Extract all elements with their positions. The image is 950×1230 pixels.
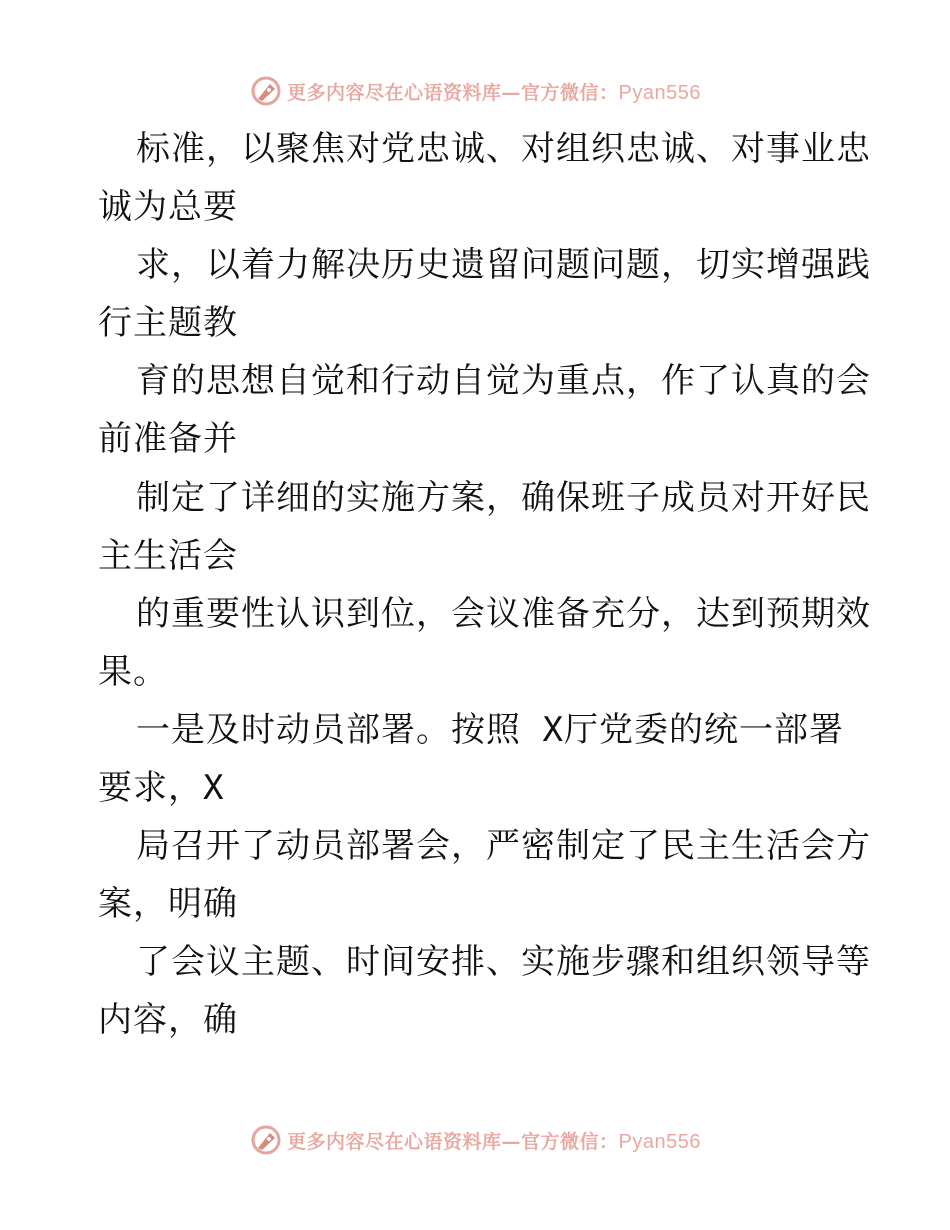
paragraph-6-first-line: 一是及时动员部署。按照 X厅党委的统一部署 (136, 709, 844, 750)
paragraph-2-wrap-line: 行主题教 (98, 303, 238, 344)
watermark-text: 更多内容尽在心语资料库—官方微信：Pyan556 (287, 81, 701, 104)
paragraph-4-wrap-line: 主生活会 (98, 535, 238, 576)
paragraph-2-first-line: 求，以着力解决历史遗留问题问题，切实增强践 (136, 245, 871, 286)
paragraph-3-wrap-line: 前准备并 (98, 419, 238, 460)
watermark-wechat-id: Pyan556 (618, 1130, 701, 1153)
paragraph-3-first-line: 育的思想自觉和行动自觉为重点，作了认真的会 (136, 361, 871, 402)
paragraph-8-wrap-line: 内容，确 (98, 1000, 238, 1041)
paragraph-7-first-line: 局召开了动员部署会，严密制定了民主生活会方 (136, 826, 871, 867)
paragraph-1-first-line: 标准，以聚焦对党忠诚、对组织忠诚、对事业忠 (136, 129, 871, 169)
paragraph-1-wrap-line: 诚为总要 (98, 187, 238, 228)
paragraph-7-wrap-line: 案，明确 (98, 884, 238, 925)
paragraph-6-wrap-line: 要求，X (98, 768, 225, 809)
document-body (98, 120, 871, 1050)
header-watermark (0, 71, 950, 111)
pen-nib-logo-icon (249, 1123, 283, 1157)
paragraph-4-first-line: 制定了详细的实施方案，确保班子成员对开好民 (136, 477, 871, 518)
paragraph-5-first-line: 的重要性认识到位，会议准备充分，达到预期效 (136, 593, 871, 634)
paragraph-8-first-line: 了会议主题、时间安排、实施步骤和组织领导等 (136, 942, 871, 983)
paragraph-5-wrap-line: 果。 (98, 651, 168, 692)
pen-nib-logo-icon (249, 74, 283, 108)
footer-watermark (0, 1120, 950, 1160)
watermark-text: 更多内容尽在心语资料库—官方微信：Pyan556 (287, 1130, 701, 1153)
watermark-wechat-id: Pyan556 (618, 81, 701, 104)
